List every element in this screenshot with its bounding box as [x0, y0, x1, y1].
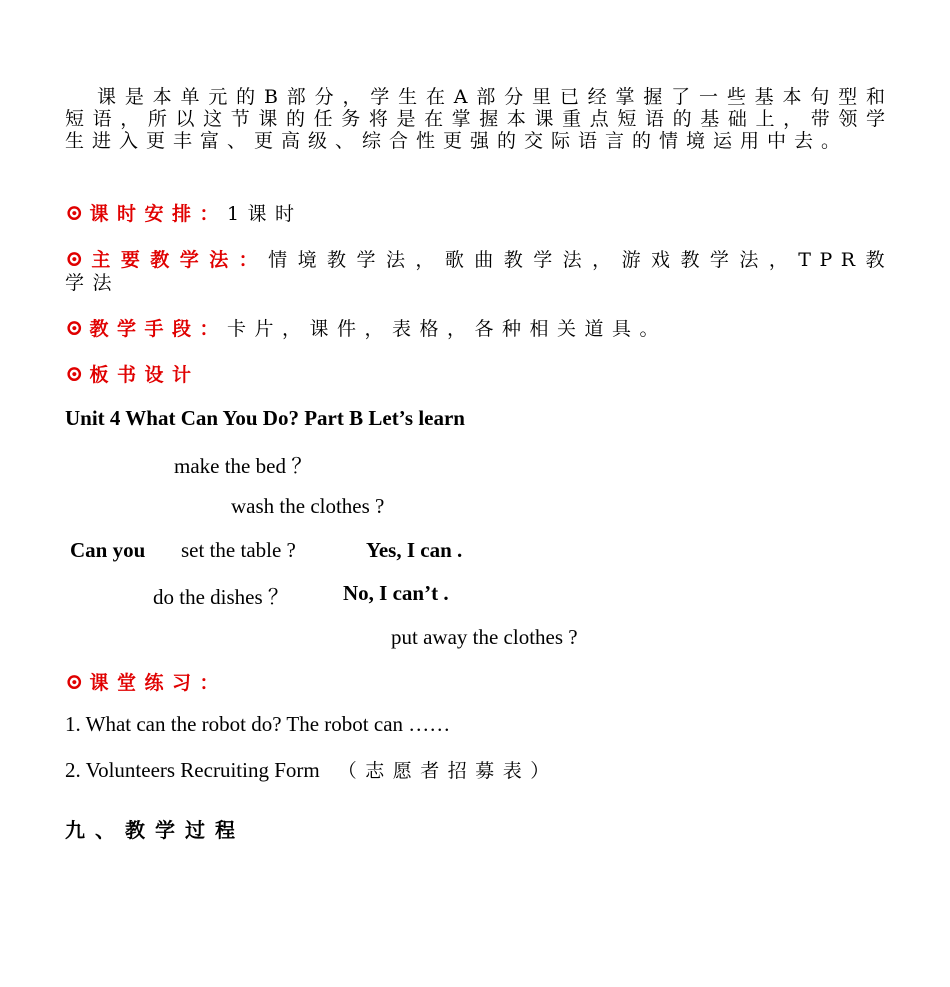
practice-item-2: [65, 756, 558, 783]
methods-value: 情境教学法，歌曲教学法，游戏教学法，TPR教: [268, 249, 893, 271]
practice-item-2-en: 2. Volunteers Recruiting Form: [65, 758, 320, 782]
board-answer-no: No, I can’t .: [343, 581, 449, 605]
board-design-label: 板书设计: [89, 364, 200, 386]
bullet-icon: ⊙: [65, 361, 90, 387]
board-phrase-set-table: set the table ?: [181, 538, 296, 562]
bullet-icon: ⊙: [65, 200, 90, 226]
board-answer-yes: Yes, I can .: [366, 538, 463, 562]
methods-row: [65, 245, 893, 272]
board-title: Unit 4 What Can You Do? Part B Let’s learn: [65, 406, 465, 430]
bullet-icon: ⊙: [65, 246, 90, 272]
board-phrase-do-dishes: do the dishes ？: [153, 585, 289, 609]
intro-paragraph: 课是本单元的B部分，学生在A部分里已经掌握了一些基本句型和短语，所以这节课的任务将是在掌握本课重点短语的基础上，带领学生进入更丰富、更高级、综合性更强的交际语言的情境运用中去。: [65, 86, 893, 152]
practice-item-2-cn: （志愿者招募表）: [337, 760, 558, 782]
board-can-you: Can you: [70, 538, 146, 562]
practice-row: [65, 668, 227, 695]
board-design-row: [65, 360, 199, 387]
tools-row: [65, 314, 667, 341]
methods-value-cont: 学法: [65, 272, 121, 294]
tools-label: 教学手段：: [89, 318, 227, 340]
board-phrase-make-bed: make the bed ？: [174, 454, 313, 478]
bullet-icon: ⊙: [65, 315, 90, 341]
lesson-time-value: 1课时: [226, 203, 303, 225]
lesson-time-row: [65, 199, 303, 226]
lesson-time-label: 课时安排：: [89, 203, 227, 225]
tools-value: 卡片，课件，表格，各种相关道具。: [226, 318, 667, 340]
practice-item-1: 1. What can the robot do? The robot can ……: [65, 712, 451, 736]
practice-label: 课堂练习：: [89, 672, 227, 694]
methods-label: 主要教学法：: [89, 249, 269, 271]
section-9-heading: 九、教学过程: [65, 818, 245, 842]
board-phrase-put-away: put away the clothes ?: [391, 625, 578, 649]
board-phrase-wash-clothes: wash the clothes ?: [231, 494, 385, 518]
bullet-icon: ⊙: [65, 669, 90, 695]
